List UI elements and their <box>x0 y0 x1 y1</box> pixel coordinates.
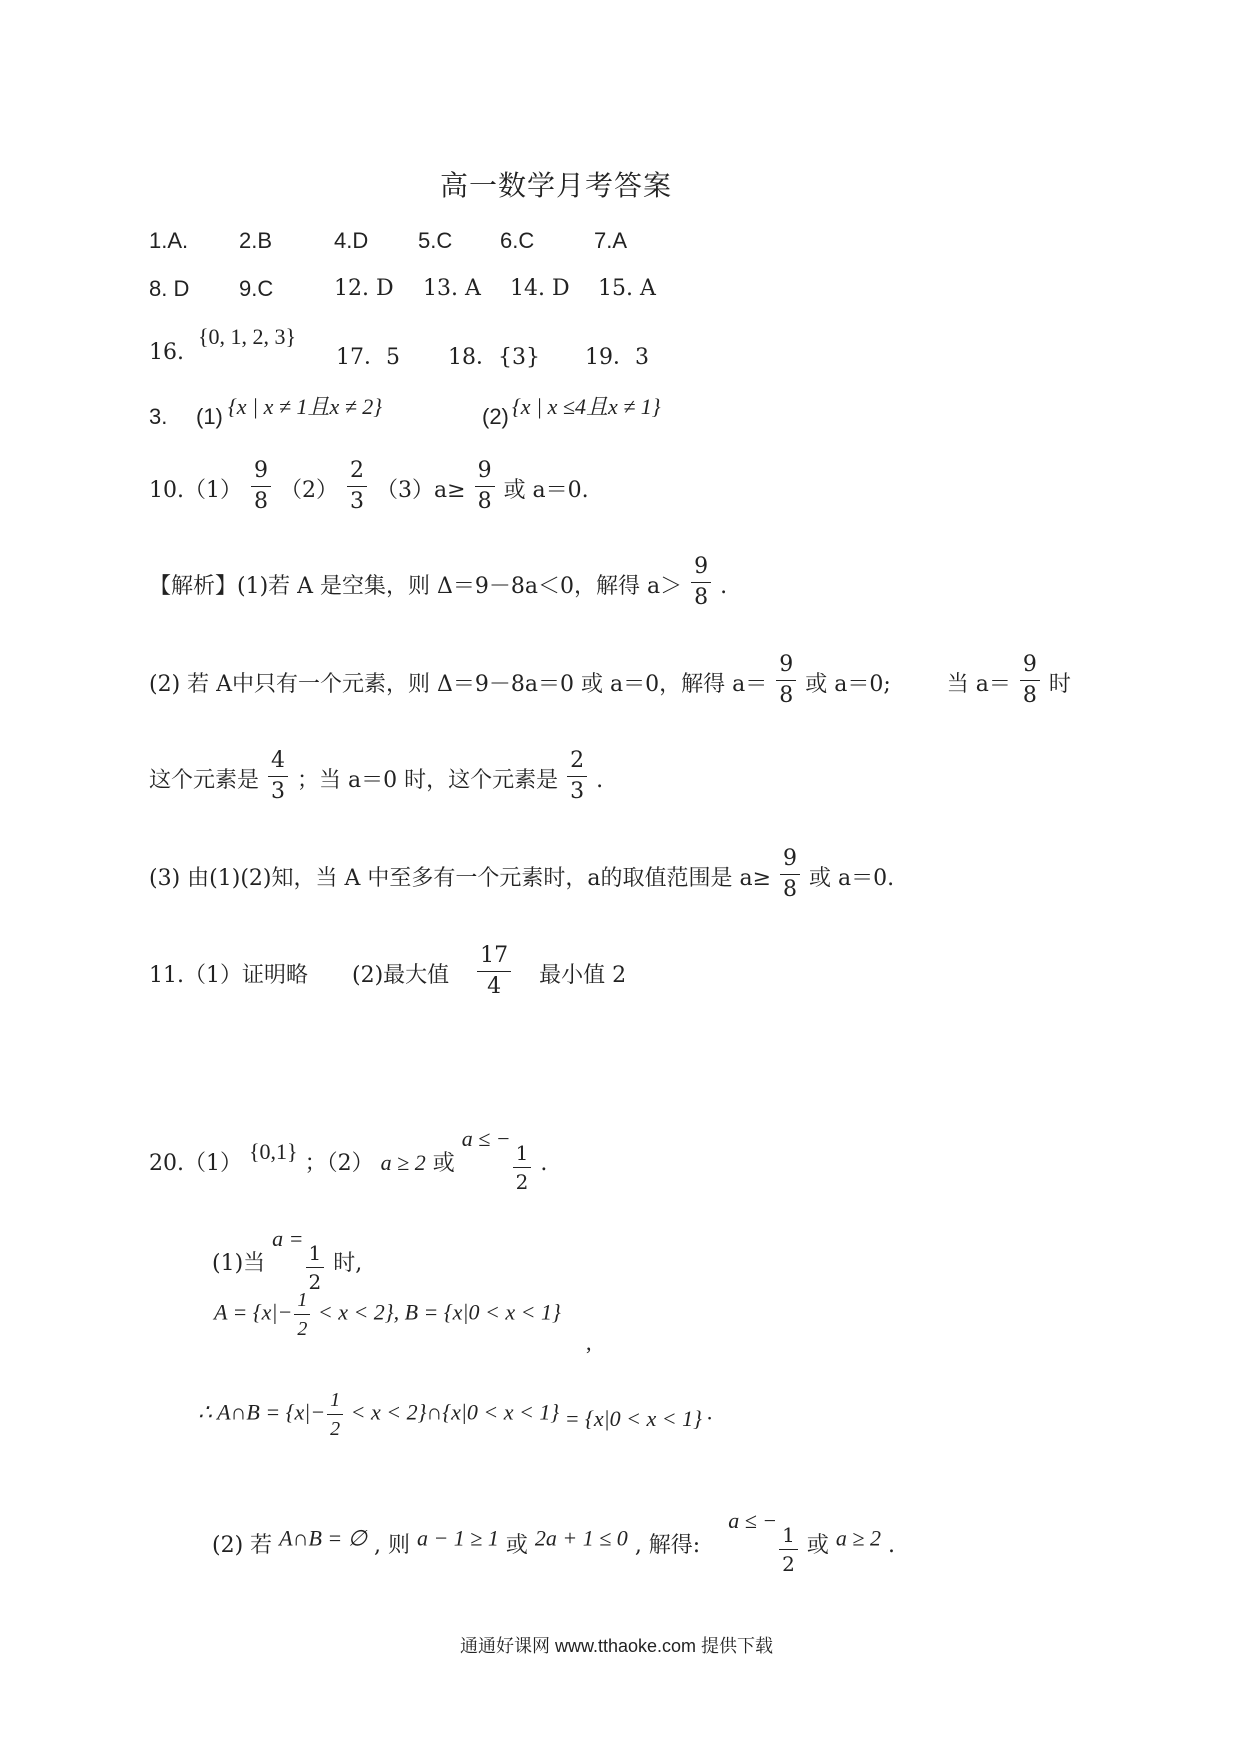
q20-sol-text: . <box>887 1533 895 1559</box>
analysis-text: 这个元素是 <box>149 767 260 793</box>
q20-sol-math: A∩B = ∅ <box>279 1525 367 1551</box>
frac-den: 2 <box>308 1270 322 1295</box>
analysis-text: ；当 a＝0 时，这个元素是 <box>297 767 559 793</box>
frac-num: 9 <box>251 460 271 487</box>
q20-intersection <box>198 1390 713 1439</box>
q20-set-comma: , <box>586 1330 592 1355</box>
answer-15: 15. A <box>598 276 656 301</box>
analysis-text: (2) 若 A中只有一个元素，则 Δ＝9－8a＝0 或 a＝0，解得 a＝ <box>149 671 768 697</box>
q10-part2: （2） <box>280 477 338 503</box>
fraction <box>251 460 271 513</box>
frac-den: 2 <box>782 1552 795 1577</box>
analysis-text: 当 a＝ <box>946 671 1011 697</box>
q20-part2: ；（2） <box>304 1151 374 1177</box>
q20-sol-math: a − 1 ≥ 1 <box>416 1525 499 1551</box>
q18-answer: 18．{3} <box>448 345 540 370</box>
frac-den: 2 <box>330 1418 341 1440</box>
q20-sol-math: 2a + 1 ≤ 0 <box>534 1525 628 1551</box>
answer-6: 6.C <box>500 228 535 253</box>
q20-sol-math: < x < 2}∩{x|0 < x < 1} <box>350 1399 560 1425</box>
fraction <box>306 1241 325 1295</box>
frac-den: 8 <box>694 585 709 610</box>
frac-num: 1 <box>779 1525 798 1550</box>
frac-den: 3 <box>350 489 364 514</box>
frac-num: 9 <box>780 848 800 875</box>
q20-sol-math: a ≤ − <box>728 1508 778 1533</box>
fraction <box>567 750 587 803</box>
q20-sol-math: ∴ A∩B = {x|− <box>198 1399 326 1425</box>
page-footer: 通通好课网 www.tthaoke.com 提供下载 <box>460 1636 774 1656</box>
answer-8: 8. D <box>149 276 190 301</box>
answer-13: 13. A <box>423 276 481 301</box>
q19-answer: 19．3 <box>585 345 649 370</box>
fraction <box>691 556 711 609</box>
frac-den: 3 <box>570 779 585 804</box>
fraction <box>513 1141 532 1195</box>
frac-num: 9 <box>1020 654 1040 681</box>
q20-sol-text: 或 <box>806 1533 829 1559</box>
q3-label: 3. <box>149 404 168 429</box>
q20-sol-math: . <box>707 1399 713 1425</box>
fraction <box>779 1523 798 1577</box>
q10-part3: （3）a≥ <box>376 477 466 503</box>
frac-num: 9 <box>691 556 711 583</box>
q20-sol-1 <box>212 1226 363 1295</box>
answer-14: 14. D <box>510 276 570 301</box>
analysis-text: (3) 由(1)(2)知，当 A 中至多有一个元素时，a的取值范围是 a≥ <box>149 865 772 891</box>
q11-min: 最小值 2 <box>539 962 627 988</box>
fraction <box>268 750 288 803</box>
analysis-line-3 <box>149 750 603 803</box>
q3-part2-label: (2) <box>482 404 509 429</box>
q20-sol-math: a ≥ 2 <box>835 1525 881 1551</box>
frac-num: 9 <box>776 654 796 681</box>
frac-num: 2 <box>567 750 587 777</box>
q16-value: {0, 1, 2, 3} <box>198 324 297 349</box>
answer-12: 12. D <box>334 276 394 301</box>
analysis-text: 或 a＝0; <box>805 671 891 697</box>
q20-cond2: a ≤ − <box>461 1126 511 1151</box>
fraction <box>327 1390 343 1439</box>
answer-4: 4.D <box>334 228 369 253</box>
answer-1: 1.A. <box>149 228 189 253</box>
fraction <box>780 848 800 901</box>
fraction <box>347 460 367 513</box>
frac-den: 8 <box>1022 683 1037 708</box>
q11-answer <box>149 945 626 998</box>
fraction <box>475 460 495 513</box>
q20-sol-text: , 则 <box>373 1533 410 1559</box>
answer-9: 9.C <box>239 276 274 301</box>
q20-set-def <box>214 1290 561 1339</box>
q20-sol-math: = {x|0 < x < 1} <box>564 1406 702 1432</box>
fraction <box>776 654 796 707</box>
fraction <box>477 945 511 998</box>
page-title: 高一数学月考答案 <box>440 169 673 202</box>
q20-or: 或 <box>432 1151 455 1177</box>
q20-sol-text: , 解得: <box>634 1533 701 1559</box>
q11-part2: (2)最大值 <box>352 962 450 988</box>
analysis-text: 或 a＝0. <box>809 865 895 891</box>
q10-tail: 或 a＝0. <box>503 477 589 503</box>
analysis-line-4 <box>149 848 894 901</box>
q11-label: 11.（1）证明略 <box>149 962 308 988</box>
analysis-text: . <box>596 767 604 793</box>
analysis-text: 时 <box>1048 671 1071 697</box>
q20-tail: . <box>540 1151 548 1177</box>
q3-part1-label: (1) <box>196 404 223 429</box>
q3-part2-value: {x | x ≤4且x ≠ 1} <box>512 394 661 419</box>
q20-sol-text: 或 <box>505 1533 528 1559</box>
analysis-text: 【解析】(1)若 A 是空集，则 Δ＝9－8a＜0，解得 a＞ <box>149 573 683 599</box>
fraction <box>294 1290 310 1339</box>
answer-2: 2.B <box>239 228 273 253</box>
q10-label: 10.（1） <box>149 477 242 503</box>
q20-sol-text: (2) 若 <box>212 1533 273 1559</box>
q20-cond1: a ≥ 2 <box>380 1150 426 1176</box>
q20-sol-text: 时, <box>333 1251 363 1277</box>
frac-den: 8 <box>779 683 794 708</box>
answer-7: 7.A <box>594 228 628 253</box>
q20-sol-2 <box>212 1508 895 1577</box>
frac-num: 17 <box>477 945 511 972</box>
q20-label: 20.（1） <box>149 1151 242 1177</box>
frac-den: 4 <box>487 974 502 999</box>
fraction <box>1020 654 1040 707</box>
q16-label: 16. <box>149 340 184 365</box>
frac-num: 1 <box>513 1143 532 1168</box>
q20-sol-text: (1)当 <box>212 1251 266 1277</box>
q20-set: {0,1} <box>249 1139 298 1165</box>
analysis-line-1 <box>149 556 727 609</box>
frac-den: 8 <box>783 877 798 902</box>
frac-den: 2 <box>515 1170 529 1195</box>
frac-den: 2 <box>297 1318 308 1340</box>
q3-part1-value: {x | x ≠ 1且x ≠ 2} <box>228 394 383 419</box>
analysis-text: . <box>720 573 728 599</box>
frac-den: 3 <box>271 779 286 804</box>
frac-num: 9 <box>475 460 495 487</box>
q20-sol-math: A = {x|− <box>214 1299 293 1325</box>
q20-answer <box>149 1126 548 1195</box>
q20-sol-math: a = <box>272 1226 304 1251</box>
q17-answer: 17．5 <box>336 345 400 370</box>
frac-num: 1 <box>306 1243 325 1268</box>
frac-den: 8 <box>254 489 268 514</box>
answer-5: 5.C <box>418 228 453 253</box>
frac-num: 2 <box>347 460 367 487</box>
frac-num: 1 <box>294 1290 310 1315</box>
q20-sol-math: < x < 2}, B = {x|0 < x < 1} <box>317 1299 561 1325</box>
frac-num: 4 <box>268 750 288 777</box>
frac-num: 1 <box>327 1390 343 1415</box>
frac-den: 8 <box>477 489 492 514</box>
q10-answer <box>149 460 589 513</box>
analysis-line-2 <box>149 654 1071 707</box>
